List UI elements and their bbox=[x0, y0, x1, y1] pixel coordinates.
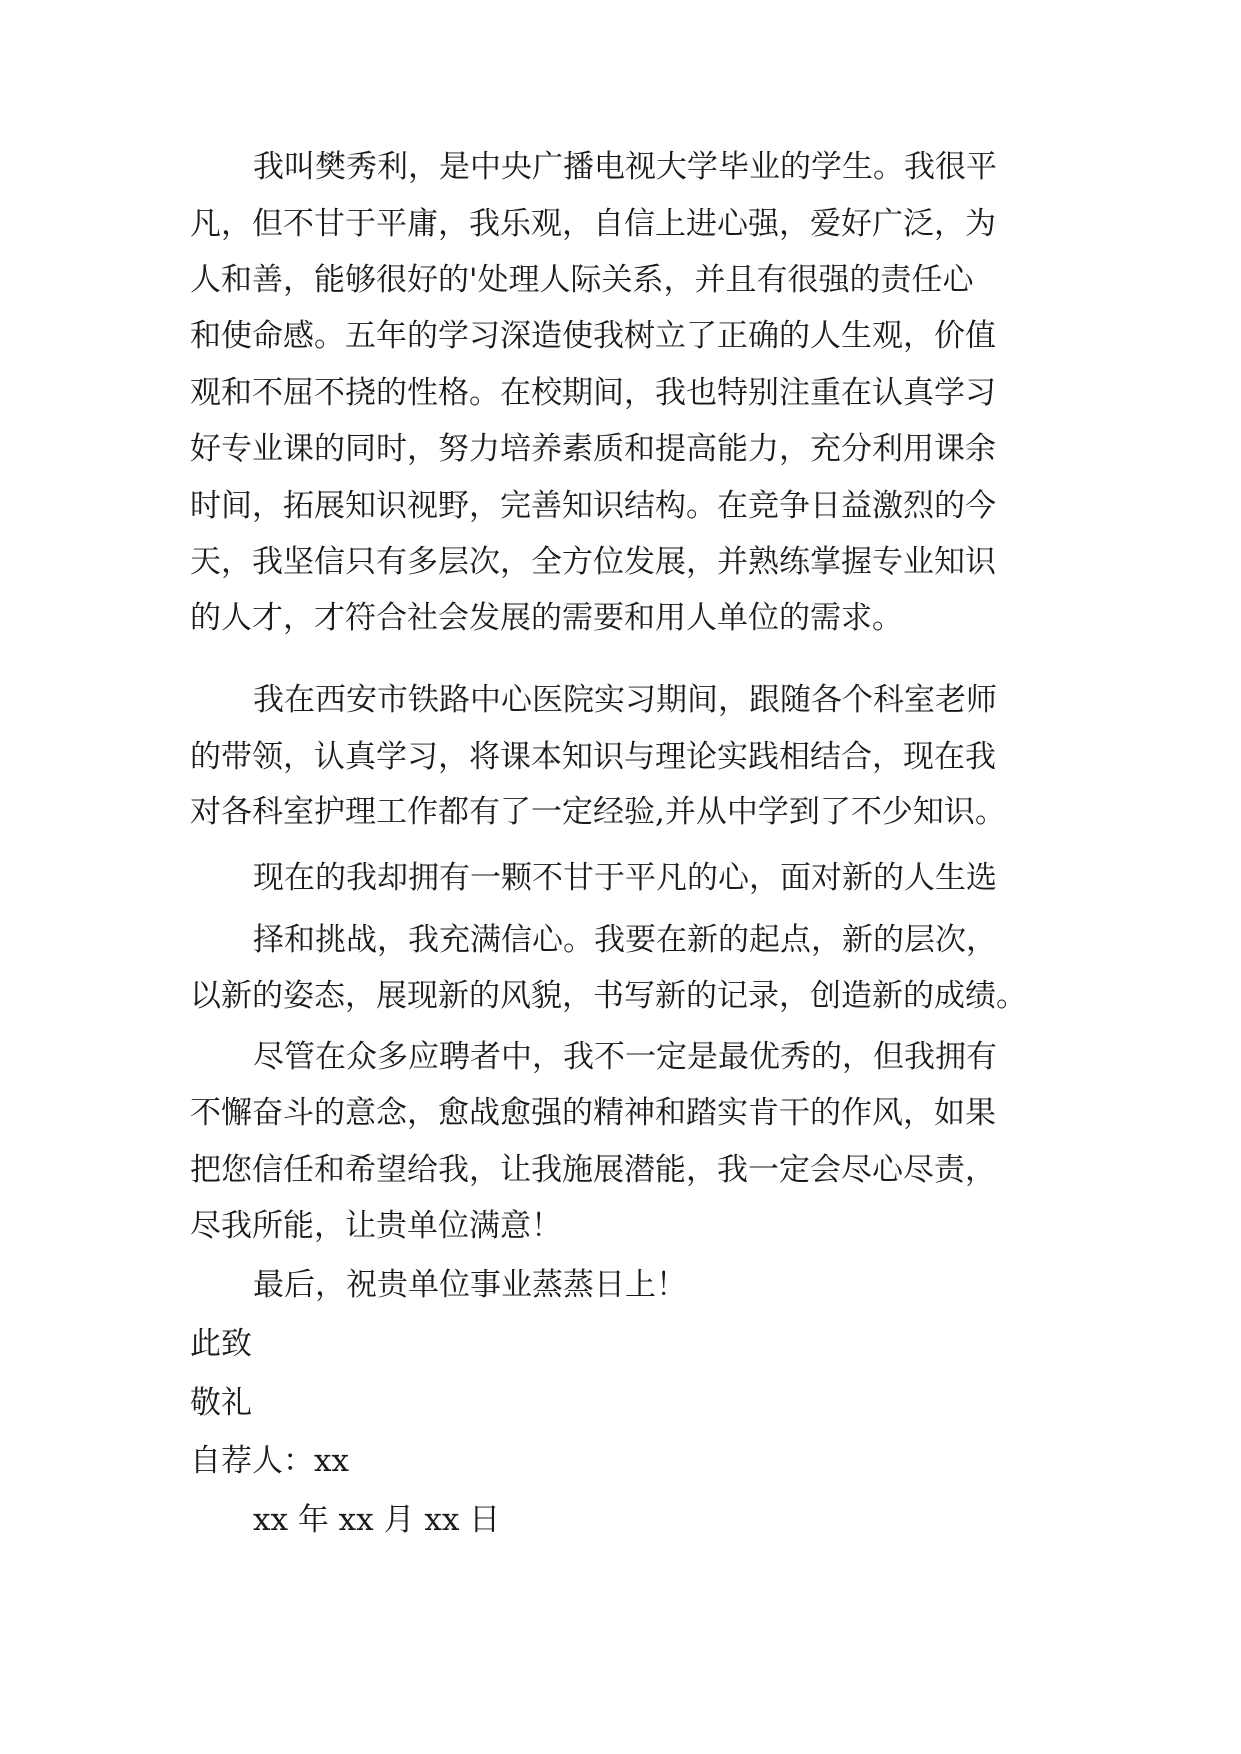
paragraph-3-line: 现在的我却拥有一颗不甘于平凡的心，面对新的人生选 bbox=[253, 860, 997, 896]
paragraph-1-line: 的人才，才符合社会发展的需要和用人单位的需求。 bbox=[190, 600, 903, 636]
paragraph-3-line: 以新的姿态，展现新的风貌，书写新的记录，创造新的成绩。 bbox=[190, 978, 1027, 1014]
closing-wish: 最后，祝贵单位事业蒸蒸日上！ bbox=[253, 1267, 687, 1303]
paragraph-1-line: 和使命感。五年的学习深造使我树立了正确的人生观，价值 bbox=[190, 318, 996, 354]
paragraph-1-line: 凡，但不甘于平庸，我乐观，自信上进心强，爱好广泛，为 bbox=[190, 206, 996, 242]
paragraph-1-line: 时间，拓展知识视野，完善知识结构。在竞争日益激烈的今 bbox=[190, 488, 996, 524]
paragraph-2-line: 我在西安市铁路中心医院实习期间，跟随各个科室老师 bbox=[253, 682, 997, 718]
paragraph-2-line: 的带领，认真学习，将课本知识与理论实践相结合，现在我 bbox=[190, 739, 996, 775]
signature: 自荐人：xx bbox=[190, 1443, 349, 1479]
paragraph-4-line: 尽我所能，让贵单位满意！ bbox=[190, 1208, 562, 1244]
date: xx 年 xx 月 xx 日 bbox=[253, 1502, 501, 1538]
paragraph-1-line: 人和善，能够很好的'处理人际关系，并且有很强的责任心 bbox=[190, 262, 974, 298]
paragraph-3-line: 择和挑战，我充满信心。我要在新的起点，新的层次， bbox=[253, 922, 997, 958]
paragraph-1-line: 天，我坚信只有多层次，全方位发展，并熟练掌握专业知识 bbox=[190, 544, 996, 580]
paragraph-4-line: 不懈奋斗的意念，愈战愈强的精神和踏实肯干的作风，如果 bbox=[190, 1095, 996, 1131]
paragraph-1-line: 好专业课的同时，努力培养素质和提高能力，充分利用课余 bbox=[190, 431, 996, 467]
salutation-jingli: 敬礼 bbox=[190, 1385, 252, 1421]
paragraph-4-line: 把您信任和希望给我，让我施展潜能，我一定会尽心尽责， bbox=[190, 1152, 996, 1188]
paragraph-4-line: 尽管在众多应聘者中，我不一定是最优秀的，但我拥有 bbox=[253, 1039, 997, 1075]
paragraph-1-line: 我叫樊秀利，是中央广播电视大学毕业的学生。我很平 bbox=[253, 149, 997, 185]
paragraph-1-line: 观和不屈不挠的性格。在校期间，我也特别注重在认真学习 bbox=[190, 375, 996, 411]
salutation-cizhi: 此致 bbox=[190, 1326, 252, 1362]
paragraph-2-line: 对各科室护理工作都有了一定经验,并从中学到了不少知识。 bbox=[190, 794, 1006, 830]
